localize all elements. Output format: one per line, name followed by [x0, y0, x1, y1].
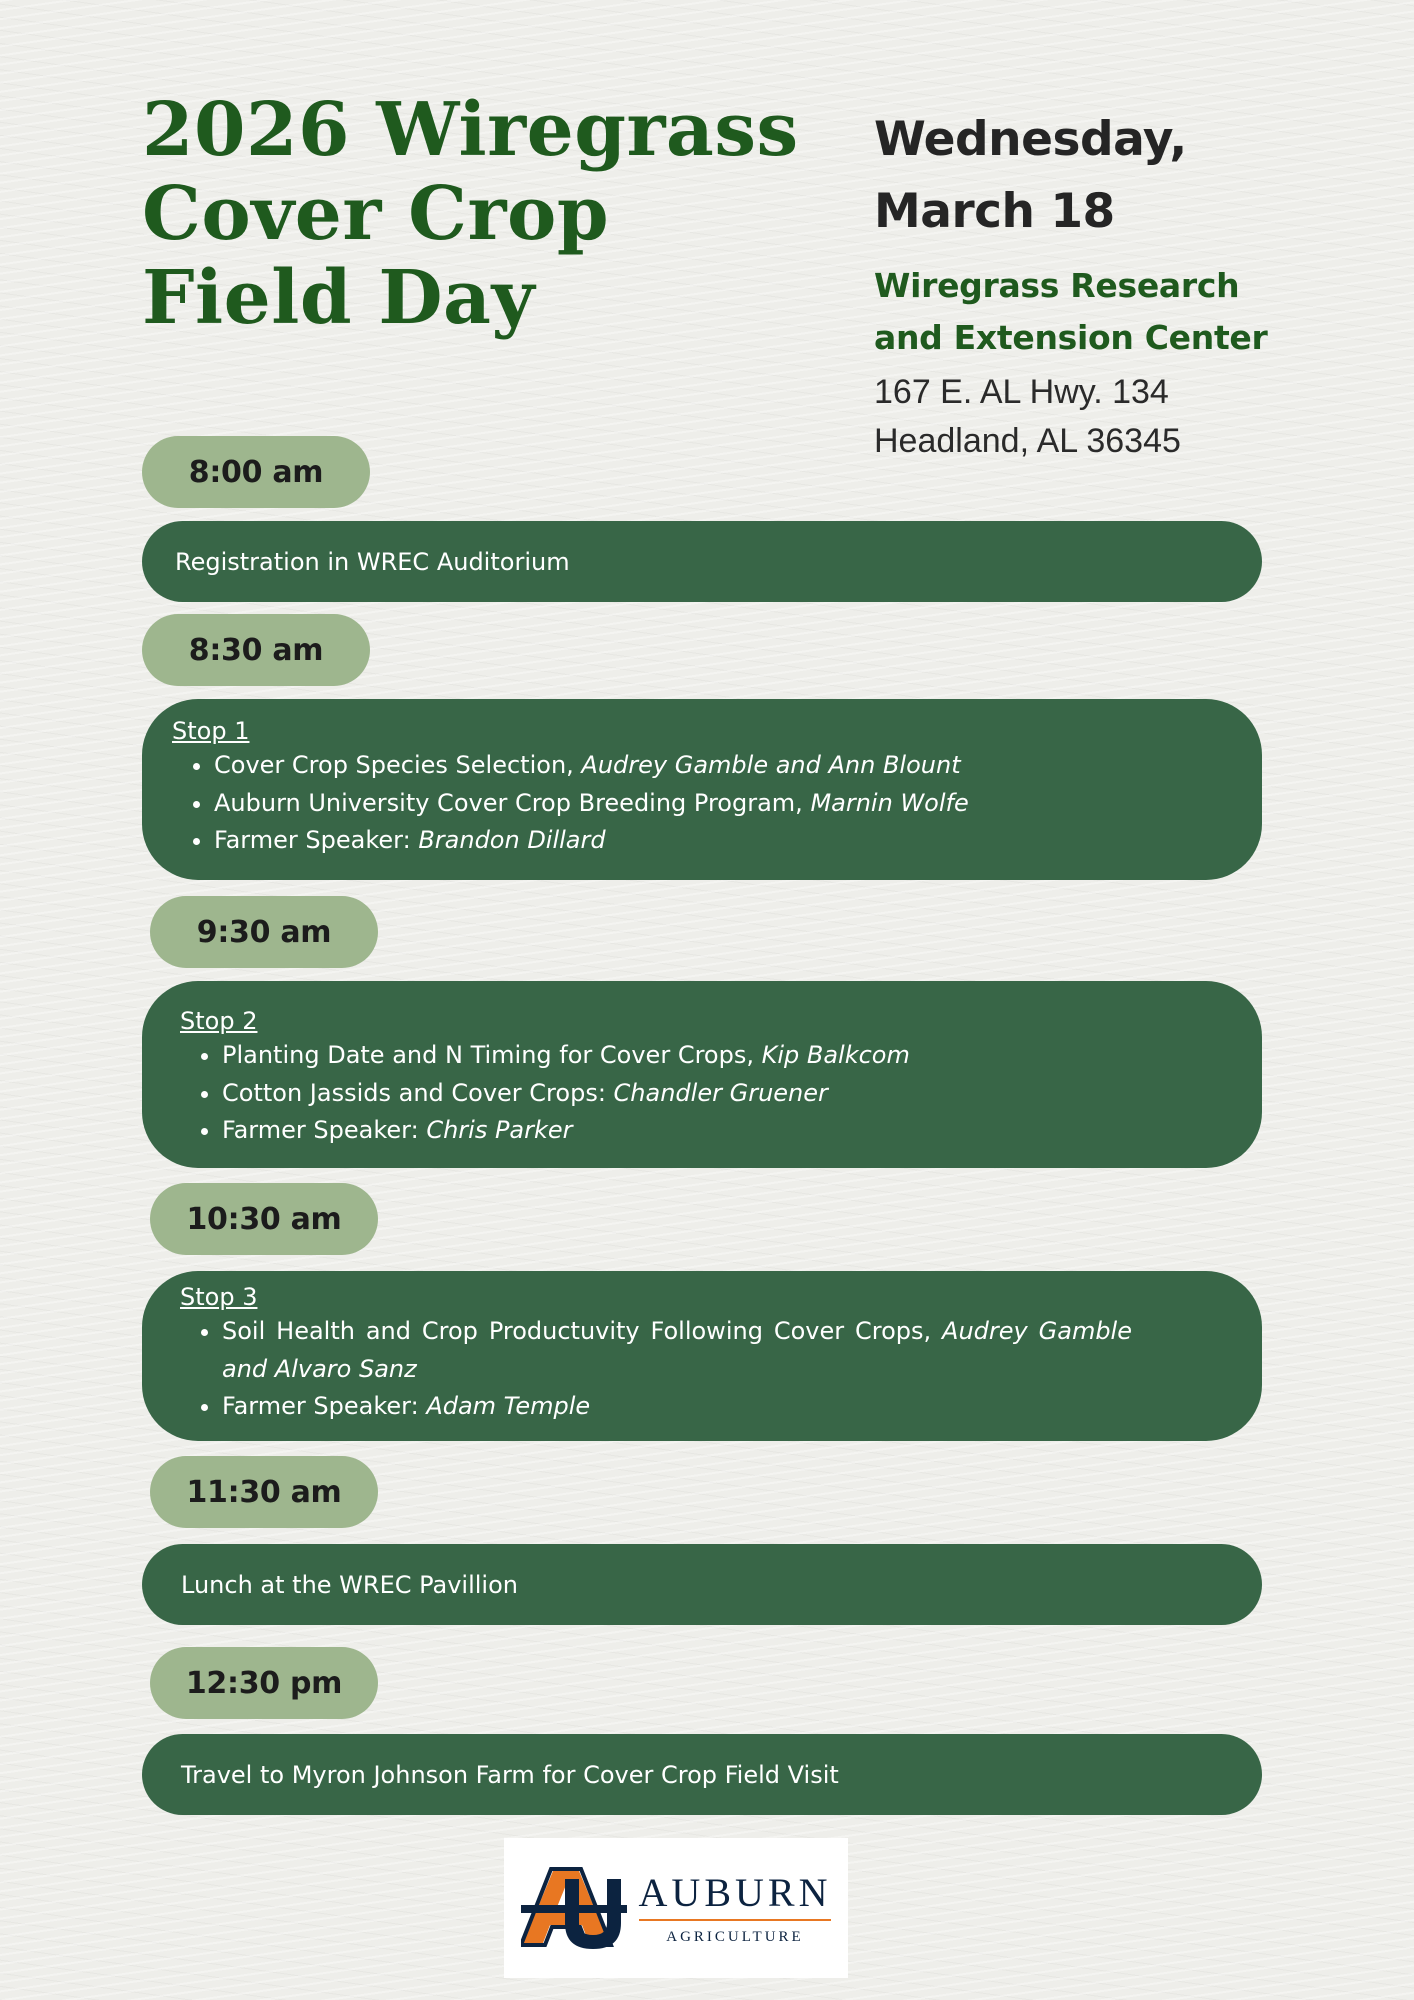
stop-topic: [222, 1075, 1222, 1113]
topic-speaker: Audrey Gamble and Alvaro Sanz: [222, 1317, 1132, 1383]
address-street: 167 E. AL Hwy. 134: [874, 373, 1169, 411]
topic-speaker: Kip Balkcom: [761, 1041, 910, 1069]
title-line: Field Day: [142, 255, 535, 341]
time-pill: [150, 1647, 378, 1719]
title-line: Cover Crop: [142, 171, 610, 257]
topic-title: Farmer Speaker:: [222, 1116, 427, 1144]
logo-content: [521, 1865, 832, 1951]
time-pill: [142, 436, 370, 508]
topic-speaker: Marnin Wolfe: [810, 788, 969, 817]
event-date: [874, 104, 1374, 248]
stop-2-card: [142, 981, 1262, 1168]
stop-label: Stop 2: [180, 1007, 258, 1035]
logo-divider: [639, 1919, 832, 1921]
time-label: 10:30 am: [186, 1201, 342, 1237]
schedule-item-registration: [142, 521, 1262, 602]
time-pill: [150, 1183, 378, 1255]
time-label: 8:30 am: [188, 632, 324, 668]
topic-title: Soil Health and Crop Productuvity Following Cover Crops,: [222, 1317, 943, 1345]
event-date-day: March 18: [874, 184, 1115, 239]
topic-speaker: Audrey Gamble and Ann Blount: [581, 751, 961, 779]
stop-topic: [214, 822, 1222, 860]
topic-title: Cotton Jassids and Cover Crops:: [222, 1078, 614, 1107]
time-label: 12:30 pm: [185, 1665, 343, 1701]
stop-label: Stop 1: [172, 717, 250, 745]
logo-text: [639, 1871, 832, 1946]
address-city: Headland, AL 36345: [874, 422, 1181, 460]
stop-topic-list: [180, 1037, 1222, 1150]
schedule-item-text: Travel to Myron Johnson Farm for Cover Crop Field Visit: [181, 1760, 839, 1789]
schedule-item-text: Lunch at the WREC Pavillion: [181, 1570, 518, 1599]
event-title: [142, 88, 799, 340]
schedule-item-text: Registration in WREC Auditorium: [175, 547, 570, 576]
topic-speaker: Chandler Gruener: [613, 1078, 828, 1107]
logo-wordmark: AUBURN: [638, 1869, 832, 1915]
topic-speaker: Brandon Dillard: [418, 826, 606, 854]
logo-subtitle: AGRICULTURE: [666, 1928, 804, 1945]
topic-title: Auburn University Cover Crop Breeding Program,: [214, 788, 811, 817]
stop-topic: [222, 1037, 1222, 1075]
event-date-weekday: Wednesday,: [874, 112, 1187, 167]
stop-label: Stop 3: [180, 1283, 258, 1311]
topic-title: Planting Date and N Timing for Cover Crops,: [222, 1041, 762, 1069]
time-pill: [142, 614, 370, 686]
topic-speaker: Chris Parker: [426, 1116, 573, 1144]
schedule-item-travel: [142, 1734, 1262, 1815]
time-label: 8:00 am: [188, 454, 324, 490]
topic-title: Farmer Speaker:: [214, 826, 419, 854]
stop-topic-list: [180, 1313, 1132, 1426]
topic-speaker: Adam Temple: [426, 1392, 591, 1420]
stop-1-card: [142, 699, 1262, 880]
time-pill: [150, 1456, 378, 1528]
time-pill: [150, 896, 378, 968]
time-label: 9:30 am: [196, 914, 332, 950]
venue-name: [874, 260, 1374, 364]
venue-address: [874, 368, 1374, 466]
stop-3-card: [142, 1271, 1262, 1441]
venue-name-line: Wiregrass Research: [874, 266, 1240, 305]
au-monogram-icon: [521, 1865, 627, 1951]
stop-topic: [222, 1388, 1132, 1426]
stop-topic-list: [172, 747, 1222, 860]
topic-title: Cover Crop Species Selection,: [214, 751, 582, 779]
venue-name-line: and Extension Center: [874, 318, 1268, 357]
stop-topic: [214, 747, 1222, 785]
stop-topic: [214, 785, 1222, 823]
stop-topic: [222, 1112, 1222, 1150]
stop-topic: [222, 1313, 1132, 1388]
auburn-agriculture-logo: [504, 1838, 848, 1978]
topic-title: Farmer Speaker:: [222, 1392, 427, 1420]
time-label: 11:30 am: [186, 1474, 342, 1510]
schedule-item-lunch: [142, 1544, 1262, 1625]
event-details: [874, 104, 1374, 466]
title-line: 2026 Wiregrass: [142, 87, 799, 173]
